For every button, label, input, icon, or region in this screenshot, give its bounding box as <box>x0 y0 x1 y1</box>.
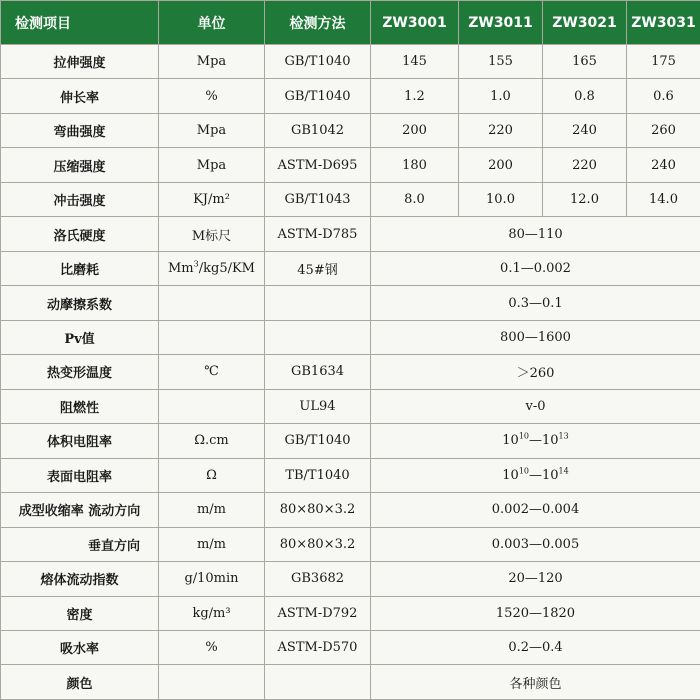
property-name: 吸水率 <box>1 630 159 664</box>
value-cell: 260 <box>627 113 700 147</box>
value-exponent: 14 <box>558 466 569 476</box>
value-separator: — <box>529 433 542 449</box>
unit-cell <box>159 251 265 285</box>
value-exponent: 13 <box>558 432 569 442</box>
unit-cell: m/m <box>159 527 265 561</box>
value-cell: 14.0 <box>627 182 700 216</box>
value-cell: 220 <box>543 148 627 182</box>
unit-cell: Mpa <box>159 113 265 147</box>
property-name: 动摩擦系数 <box>1 286 159 320</box>
header-grade-zw3021: ZW3021 <box>543 1 627 45</box>
method-cell: ASTM-D695 <box>265 148 371 182</box>
value-cell <box>371 458 700 492</box>
value-cell: 155 <box>459 45 543 79</box>
header-row <box>1 1 700 45</box>
value-cell: 1520—1820 <box>371 596 700 630</box>
value-cell: 200 <box>459 148 543 182</box>
method-cell: ASTM-D792 <box>265 596 371 630</box>
property-name: 压缩强度 <box>1 148 159 182</box>
header-unit: 单位 <box>159 1 265 45</box>
property-name: 密度 <box>1 596 159 630</box>
table-row <box>1 458 700 492</box>
value-cell: 220 <box>459 113 543 147</box>
method-cell: GB/T1040 <box>265 424 371 458</box>
unit-exponent: 3 <box>193 259 199 269</box>
value-base: 10 <box>502 467 519 483</box>
table-row <box>1 251 700 285</box>
value-cell: 175 <box>627 45 700 79</box>
value-cell: 240 <box>627 148 700 182</box>
value-cell: 80—110 <box>371 217 700 251</box>
value-cell: 145 <box>371 45 459 79</box>
property-name: 弯曲强度 <box>1 113 159 147</box>
value-cell: ＞260 <box>371 355 700 389</box>
method-cell: 45#钢 <box>265 251 371 285</box>
property-name: 熔体流动指数 <box>1 562 159 596</box>
value-cell <box>371 424 700 458</box>
table-row <box>1 217 700 251</box>
table-row <box>1 630 700 664</box>
header-grade-zw3011: ZW3011 <box>459 1 543 45</box>
unit-cell: % <box>159 79 265 113</box>
table-row <box>1 320 700 354</box>
header-method: 检测方法 <box>265 1 371 45</box>
unit-cell: g/10min <box>159 562 265 596</box>
value-cell: 0.8 <box>543 79 627 113</box>
property-name: 拉伸强度 <box>1 45 159 79</box>
method-cell: GB/T1043 <box>265 182 371 216</box>
table-row <box>1 389 700 423</box>
method-cell: GB3682 <box>265 562 371 596</box>
table-row <box>1 113 700 147</box>
method-cell: ASTM-D785 <box>265 217 371 251</box>
unit-cell <box>159 389 265 423</box>
value-cell: 10.0 <box>459 182 543 216</box>
value-cell: 165 <box>543 45 627 79</box>
table-row <box>1 665 700 700</box>
method-cell <box>265 320 371 354</box>
value-cell: 各种颜色 <box>371 665 700 700</box>
method-cell: 80×80×3.2 <box>265 527 371 561</box>
property-name: 冲击强度 <box>1 182 159 216</box>
header-item: 检测项目 <box>1 1 159 45</box>
value-cell: v-0 <box>371 389 700 423</box>
property-name: 比磨耗 <box>1 251 159 285</box>
table-row <box>1 45 700 79</box>
value-cell: 1.0 <box>459 79 543 113</box>
value-cell: 0.2—0.4 <box>371 630 700 664</box>
value-base: 10 <box>542 433 559 449</box>
value-cell: 20—120 <box>371 562 700 596</box>
unit-cell: Ω.cm <box>159 424 265 458</box>
table-row <box>1 493 700 527</box>
unit-cell: M标尺 <box>159 217 265 251</box>
value-cell: 0.002—0.004 <box>371 493 700 527</box>
unit-cell: m/m <box>159 493 265 527</box>
value-cell: 1.2 <box>371 79 459 113</box>
unit-cell: kg/m³ <box>159 596 265 630</box>
value-base: 10 <box>542 467 559 483</box>
method-cell <box>265 286 371 320</box>
table-row <box>1 355 700 389</box>
property-name: 垂直方向 <box>1 527 159 561</box>
property-name: 体积电阻率 <box>1 424 159 458</box>
unit-base: Mm <box>168 261 194 277</box>
method-cell: GB/T1040 <box>265 79 371 113</box>
table-row <box>1 79 700 113</box>
method-cell: GB1634 <box>265 355 371 389</box>
unit-cell <box>159 286 265 320</box>
value-separator: — <box>529 467 542 483</box>
unit-cell: Ω <box>159 458 265 492</box>
value-cell: 0.003—0.005 <box>371 527 700 561</box>
value-cell: 0.6 <box>627 79 700 113</box>
table-row <box>1 596 700 630</box>
value-cell: 12.0 <box>543 182 627 216</box>
method-cell: UL94 <box>265 389 371 423</box>
method-cell: 80×80×3.2 <box>265 493 371 527</box>
method-cell: GB1042 <box>265 113 371 147</box>
unit-cell: KJ/m² <box>159 182 265 216</box>
property-name: Pv值 <box>1 320 159 354</box>
value-base: 10 <box>502 433 519 449</box>
method-cell: TB/T1040 <box>265 458 371 492</box>
header-grade-zw3031: ZW3031 <box>627 1 700 45</box>
table-row <box>1 148 700 182</box>
value-cell: 200 <box>371 113 459 147</box>
unit-cell: % <box>159 630 265 664</box>
table-row <box>1 424 700 458</box>
property-name: 成型收缩率 流动方向 <box>1 493 159 527</box>
value-cell: 180 <box>371 148 459 182</box>
unit-rest: /kg5/KM <box>198 261 255 277</box>
value-exponent: 10 <box>518 466 529 476</box>
property-name: 热变形温度 <box>1 355 159 389</box>
method-cell: ASTM-D570 <box>265 630 371 664</box>
unit-cell: Mpa <box>159 45 265 79</box>
method-cell <box>265 665 371 700</box>
table-row <box>1 527 700 561</box>
property-name: 表面电阻率 <box>1 458 159 492</box>
unit-cell: ℃ <box>159 355 265 389</box>
value-cell: 0.1—0.002 <box>371 251 700 285</box>
unit-cell <box>159 320 265 354</box>
property-name: 伸长率 <box>1 79 159 113</box>
value-cell: 0.3—0.1 <box>371 286 700 320</box>
property-name: 洛氏硬度 <box>1 217 159 251</box>
value-exponent: 10 <box>518 432 529 442</box>
value-cell: 240 <box>543 113 627 147</box>
header-grade-zw3001: ZW3001 <box>371 1 459 45</box>
unit-cell: Mpa <box>159 148 265 182</box>
table-row <box>1 182 700 216</box>
table-row <box>1 562 700 596</box>
unit-cell <box>159 665 265 700</box>
table-row <box>1 286 700 320</box>
property-name: 阻燃性 <box>1 389 159 423</box>
value-cell: 8.0 <box>371 182 459 216</box>
method-cell: GB/T1040 <box>265 45 371 79</box>
value-cell: 800—1600 <box>371 320 700 354</box>
property-name: 颜色 <box>1 665 159 700</box>
